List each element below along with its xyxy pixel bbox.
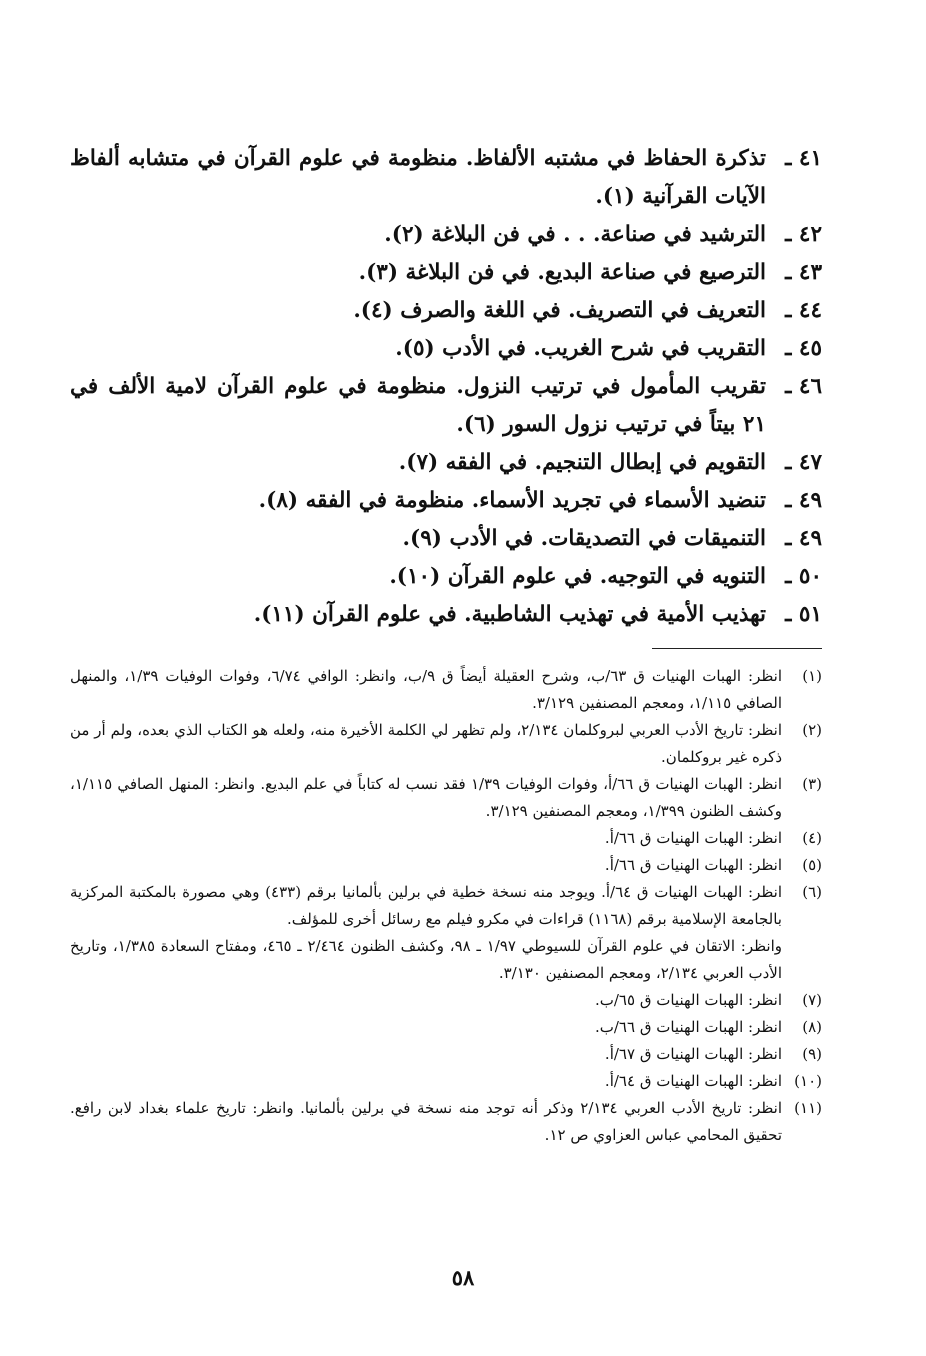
footnote-continuation: وانظر: الاتقان في علوم القرآن للسيوطي ١/٩٧ ـ ٩٨، وكشف الظنون ٢/٤٦٤ ـ ٤٦٥، ومفتاح السعادة ١/٣٨٥، وتاريخ الأدب العربي ٢/١٣٤، ومعجم المصنفين ٣/١٣٠. [70,937,783,982]
list-item [70,292,822,330]
item-number: ٤٤ ـ [785,298,822,323]
footnote-text: انظر: الهبات الهنيات ق ٦٤/أ. ويوجد منه نسخة خطية في برلين بألمانيا برقم (٤٣٣) وهي مصورة بالمكتبة المركزية بالجامعة الإسلامية برقم (١١٦٨) قراءات في مكرو فيلم مع رسائل أخرى للمؤلف. [70,883,783,928]
page-number: ٥٨ [451,1265,475,1290]
footnote-text: انظر: الهبات الهنيات ق ٦٦/ب. [594,1018,782,1036]
footnote-text: انظر: تاريخ الأدب العربي لبروكلمان ٢/١٣٤، ولم تظهر لي الكلمة الأخيرة منه، ولعله هو الكتاب الذي بعده، ولم أر من ذكره غير بروكلمان. [70,721,783,766]
list-item [70,254,822,292]
item-text: التنميقات في التصديقات. في الأدب (٩). [402,526,766,551]
footnote [70,879,822,933]
list-item [70,596,822,634]
footnote [70,852,822,879]
footnote-text: انظر: الهبات الهنيات ق ٦٣/ب، وشرح العقيلة أيضاً ق ٩/ب، وانظر: الوافي ٦/٧٤، وفوات الوفيات ١/٣٩، والمنهل الصافي ١/١١٥، ومعجم المصنفين ٣/١٢٩. [70,667,782,712]
book-list [70,140,822,634]
footnote-number: (٢) [802,721,822,739]
list-item [70,330,822,368]
item-number: ٤٩ ـ [785,526,822,551]
footnote [70,987,822,1014]
item-text: الترصيع في صناعة البديع. في فن البلاغة (٣). [358,260,766,285]
item-number: ٤٥ ـ [785,336,822,361]
list-item [70,558,822,596]
item-number: ٤٢ ـ [785,222,822,247]
list-item [70,368,822,444]
item-number: ٤٣ ـ [785,260,822,285]
footnote [70,1014,822,1041]
item-text: الترشيد في صناعة. . . في فن البلاغة (٢). [384,222,766,247]
footnote-number: (٧) [802,991,822,1009]
footnote-number: (٥) [802,856,822,874]
footnote [70,663,822,717]
list-item [70,140,822,216]
footnote [70,717,822,771]
list-item [70,482,822,520]
footnote-text: انظر: الهبات الهنيات ق ٦٦/أ. [604,856,782,874]
footnote [70,771,822,825]
footnote [70,1041,822,1068]
item-number: ٤٦ ـ [785,374,822,399]
list-item [70,520,822,558]
footnote-text: انظر: الهبات الهنيات ق ٦٥/ب. [594,991,782,1009]
footnote [70,1068,822,1095]
footnote-text: انظر: الهبات الهنيات ق ٦٦/أ، وفوات الوفيات ١/٣٩ فقد نسب له كتاباً في علم البديع. وانظر: المنهل الصافي ١/١١٥، وكشف الظنون ١/٣٩٩، ومعجم المصنفين ٣/١٢٩. [70,775,782,820]
item-text: تهذيب الأمية في تهذيب الشاطبية. في علوم القرآن (١١). [253,602,766,627]
footnote [70,1095,822,1149]
footnote-number: (١٠) [794,1072,822,1090]
footnote [70,825,822,852]
footnote-text: انظر: تاريخ الأدب العربي ٢/١٣٤ وذكر أنه توجد منه نسخة في برلين بألمانيا. وانظر: تاريخ علماء بغداد لابن رافع. تحقيق المحامي عباس العزاوي ص ١٢. [70,1099,782,1144]
item-text: التنويه في التوجيه. في علوم القرآن (١٠). [389,564,766,589]
item-text: تنضيد الأسماء في تجريد الأسماء. منظومة في الفقه (٨). [258,488,766,513]
footnote-number: (٤) [802,829,822,847]
item-text: التقويم في إبطال التنجيم. في الفقه (٧). [398,450,766,475]
footnote-number: (٦) [802,883,822,901]
footnote-text: انظر: الهبات الهنيات ق ٦٤/أ. [604,1072,782,1090]
item-number: ٥٠ ـ [785,564,822,589]
page-body [70,140,822,1149]
footnote-divider [652,648,822,649]
footnote-number: (٨) [802,1018,822,1036]
footnote-number: (٩) [802,1045,822,1063]
footnote-number: (١١) [794,1099,822,1117]
footnotes [70,663,822,1149]
footnote-text: انظر: الهبات الهنيات ق ٦٧/أ. [604,1045,782,1063]
item-text: التعريف في التصريف. في اللغة والصرف (٤). [353,298,766,323]
item-text: تذكرة الحفاظ في مشتبه الألفاظ. منظومة في علوم القرآن في متشابه ألفاظ الآيات القرآنية (١). [70,146,766,209]
item-number: ٥١ ـ [785,602,822,627]
item-number: ٤٧ ـ [785,450,822,475]
item-number: ٤١ ـ [785,146,822,171]
footnote-number: (٣) [802,775,822,793]
list-item [70,216,822,254]
list-item [70,444,822,482]
item-number: ٤٩ ـ [785,488,822,513]
footnote-text: انظر: الهبات الهنيات ق ٦٦/أ. [604,829,782,847]
item-text: تقريب المأمول في ترتيب النزول. منظومة في علوم القرآن لامية الألف في ٢١ بيتاً في ترتيب نزول السور (٦). [70,374,766,437]
footnote-number: (١) [802,667,822,685]
item-text: التقريب في شرح الغريب. في الأدب (٥). [395,336,766,361]
